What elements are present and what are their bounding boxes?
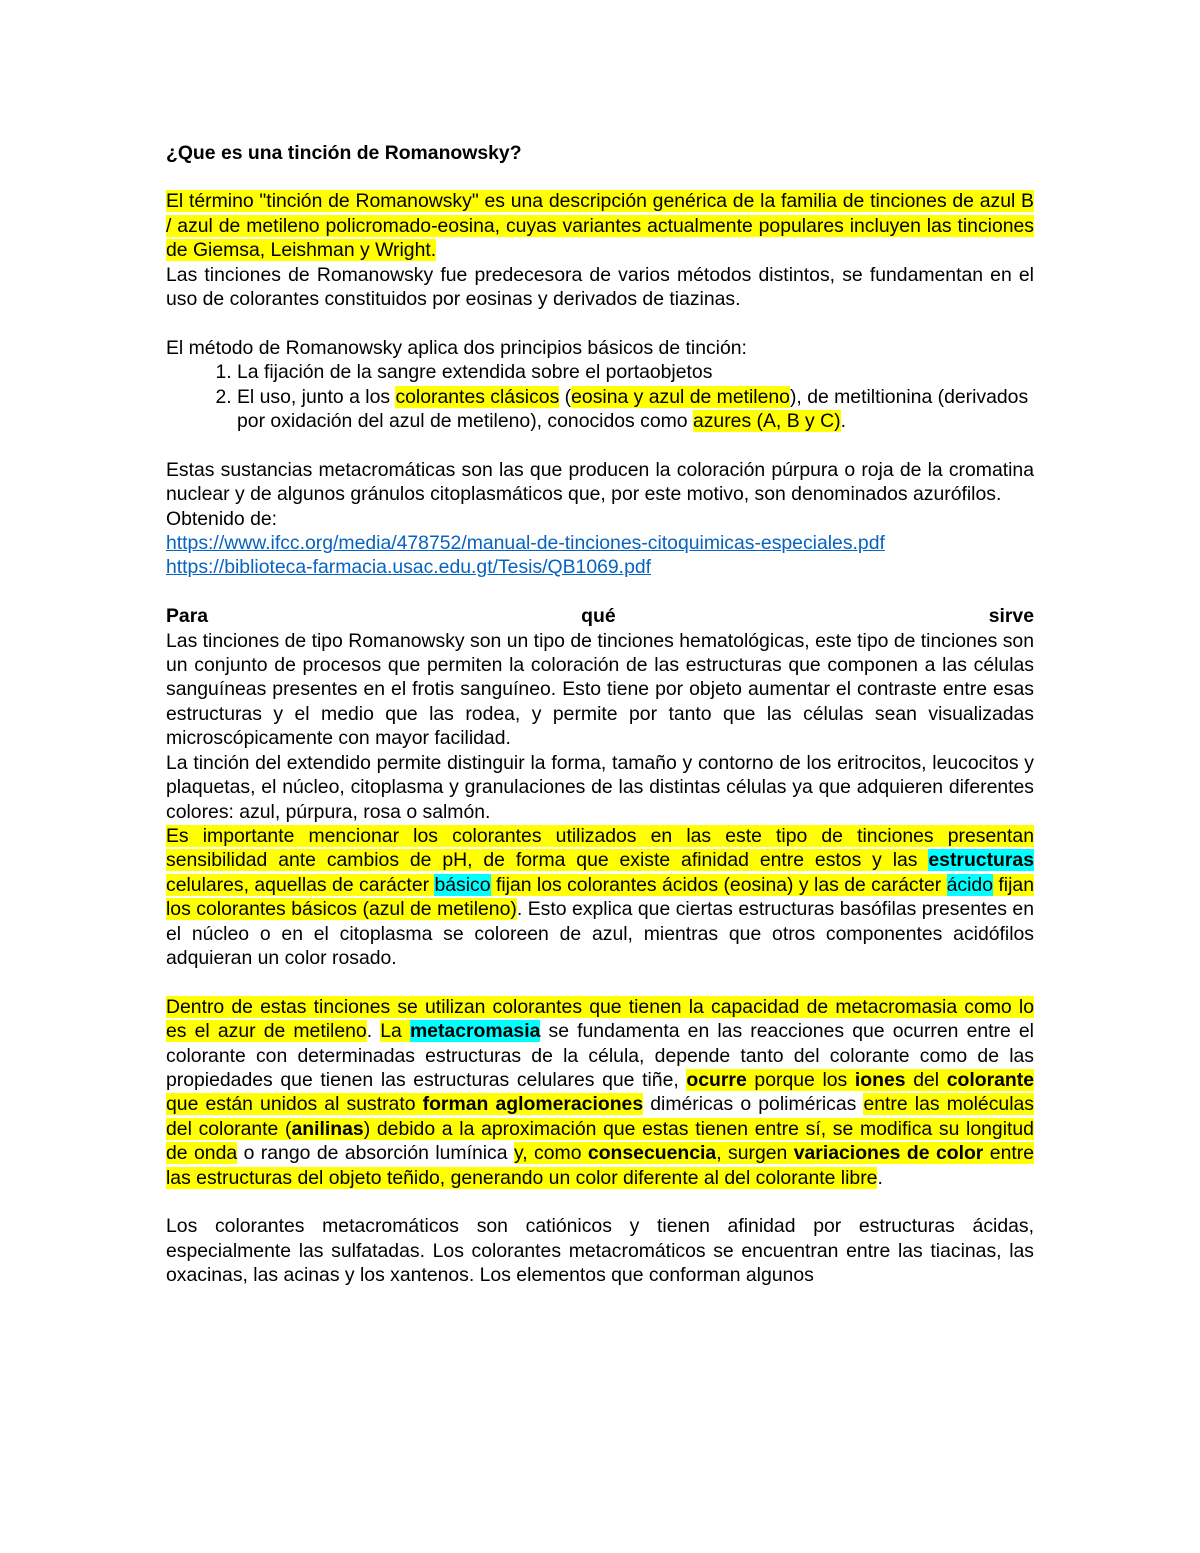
- source-label: Obtenido de:: [166, 507, 278, 530]
- paragraph-metachromasia: Dentro de estas tinciones se utilizan colorantes que tienen la capacidad de metacromasia como lo es el azur de metileno. La metacromasia se fundamenta en las reacciones que ocurren entre el colorante con determinadas estructuras de la célula, depende tanto del colorante como de las propiedades que tienen las estructuras celulares que tiñe, ocurre porque los iones del colorante que están unidos al sustrato forman aglomeraciones diméricas o poliméricas entre las moléculas del colorante (anilinas) debido a la aproximación que estas tienen entre sí, se modifica su longitud de onda o rango de absorción lumínica y, como consecuencia, surgen variaciones de color entre las estructuras del objeto teñido, generando un color diferente al del colorante libre.: [166, 995, 1035, 1189]
- paragraph-extended-stain: La tinción del extendido permite distinguir la forma, tamaño y contorno de los eritrocitos, leucocitos y plaquetas, el núcleo, citoplasma y granulaciones de las distintas células ya que adquieren diferentes colores: azul, púrpura, rosa o salmón.: [166, 751, 1034, 823]
- highlight-span: El término "tinción de Romanowsky" es una descripción genérica de la familia de tinciones de azul B / azul de metileno policromado-eosina, cuyas variantes actualmente populares incluyen las tinciones de Giemsa, Leishman y Wright.: [166, 190, 1034, 262]
- list-item: 2. El uso, junto a los colorantes clásicos (eosina y azul de metileno), de metiltionina (derivados por oxidación del azul de metileno), conocidos como azures (A, B y C).: [237, 385, 1034, 434]
- paragraph-cationic-dyes: Los colorantes metacromáticos son catiónicos y tienen afinidad por estructuras ácidas, especialmente las sulfatadas. Los colorantes metacromáticos se encuentran entre las tiacinas, las oxacinas, las acinas y los xantenos. Los elementos que conforman algunos: [166, 1215, 1034, 1287]
- paragraph-metachromatic-substances: Estas sustancias metacromáticas son las que producen la coloración púrpura o roja de la cromatina nuclear y de algunos gránulos citoplasmáticos que, por este motivo, son denominados azurófilos.: [166, 458, 1034, 506]
- paragraph-definition: [166, 189, 1034, 262]
- principles-list: [166, 360, 1034, 433]
- source-link-ifcc[interactable]: https://www.ifcc.org/media/478752/manual-de-tinciones-citoquimicas-especiales.pdf: [166, 532, 885, 555]
- source-link-usac[interactable]: https://biblioteca-farmacia.usac.edu.gt/Tesis/QB1069.pdf: [166, 556, 652, 579]
- section-heading: Para qué sirve: [166, 605, 1034, 628]
- list-item: 1. La fijación de la sangre extendida sobre el portaobjetos: [237, 360, 1034, 384]
- paragraph-predecessor: Las tinciones de Romanowsky fue predecesora de varios métodos distintos, se fundamentan en el uso de colorantes constituidos por eosinas y derivados de tiazinas.: [166, 263, 1034, 311]
- document-body: [166, 141, 1034, 1288]
- paragraph-method-intro: El método de Romanowsky aplica dos principios básicos de tinción:: [166, 336, 747, 359]
- page-title: ¿Que es una tinción de Romanowsky?: [166, 142, 522, 164]
- paragraph-hematologic: Las tinciones de tipo Romanowsky son un tipo de tinciones hematológicas, este tipo de tinciones son un conjunto de procesos que permiten la coloración de las estructuras que componen a las células sanguíneas presentes en el frotis sanguíneo. Esto tiene por objeto aumentar el contraste entre esas estructuras y el medio que las rodea, y permite por tanto que las células sean visualizadas microscópicamente con mayor facilidad.: [166, 629, 1034, 750]
- paragraph-ph-sensitivity: Es importante mencionar los colorantes utilizados en las este tipo de tinciones presentan sensibilidad ante cambios de pH, de forma que existe afinidad entre estos y las estructuras celulares, aquellas de carácter básico fijan los colorantes ácidos (eosina) y las de carácter ácido fijan los colorantes básicos (azul de metileno). Esto explica que ciertas estructuras basófilas presentes en el núcleo o en el citoplasma se coloreen de azul, mientras que otros componentes acidófilos adquieran un color rosado.: [166, 824, 1035, 969]
